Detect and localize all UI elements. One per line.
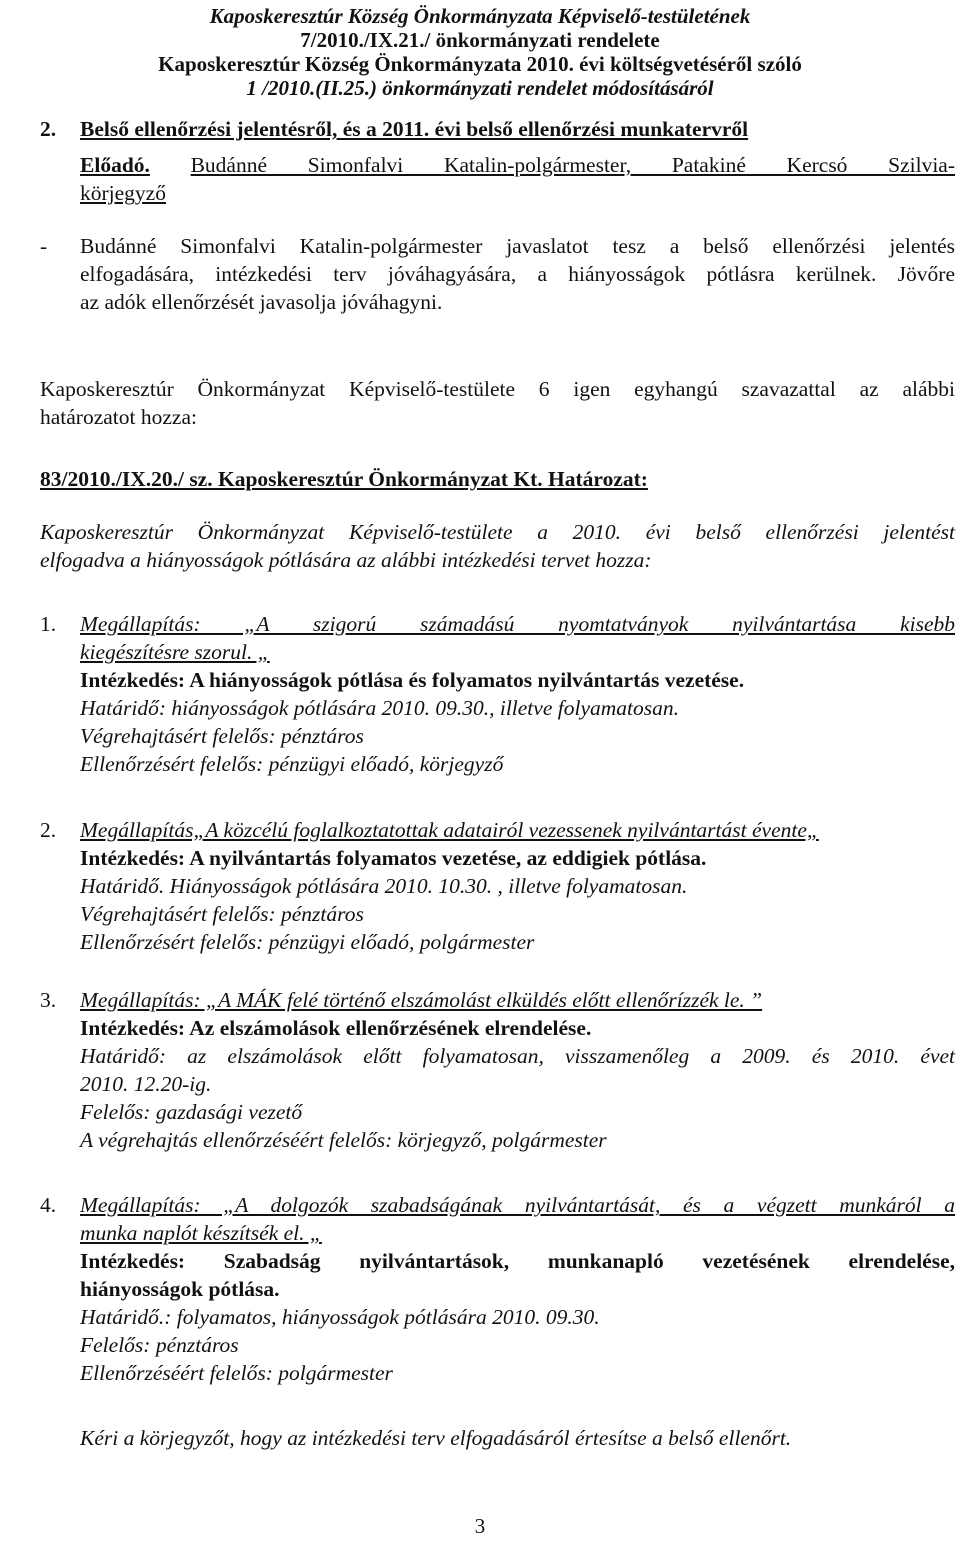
- measure-item-4: [40, 1191, 955, 1387]
- proposal-line-3: az adók ellenőrzését javasolja jóváhagyni.: [80, 290, 443, 314]
- item-responsible: Végrehajtásért felelős: pénztáros: [80, 902, 364, 926]
- proposal-paragraph: [40, 232, 955, 316]
- item-finding-cont: kiegészítésre szorul. „: [80, 640, 270, 664]
- presenter: [40, 151, 955, 207]
- measure-item-2: [40, 816, 955, 956]
- item-finding-cont: munka naplót készítsék el. „: [80, 1221, 322, 1245]
- item-number: 1.: [40, 612, 57, 636]
- header-line-3: Kaposkeresztúr Község Önkormányzata 2010. évi költségvetéséről szóló: [158, 52, 802, 76]
- item-action: Intézkedés: Az elszámolások ellenőrzésének elrendelése.: [80, 1016, 592, 1040]
- vote-line-1: Kaposkeresztúr Önkormányzat Képviselő-testülete 6 igen egyhangú szavazattal az alábbi: [40, 377, 955, 401]
- item-responsible: Felelős: pénztáros: [80, 1333, 239, 1357]
- item-action: Intézkedés: A hiányosságok pótlása és folyamatos nyilvántartás vezetése.: [80, 668, 745, 692]
- item-action: Intézkedés: A nyilvántartás folyamatos vezetése, az eddigiek pótlása.: [80, 846, 707, 870]
- item-number: 4.: [40, 1193, 57, 1217]
- header-line-4: 1 /2010.(II.25.) önkormányzati rendelet módosításáról: [246, 76, 714, 100]
- item-finding: Megállapítás„A közcélú foglalkoztatottak adatairól vezessenek nyilvántartást évente„: [80, 818, 819, 842]
- item-deadline-cont: 2010. 12.20-ig.: [80, 1072, 212, 1096]
- resolution-number: 83/2010./IX.20./ sz. Kaposkeresztúr Önkormányzat Kt. Határozat:: [40, 467, 648, 491]
- presenter-line-1: Budánné Simonfalvi Katalin-polgármester, Patakiné Kercsó Szilvia-: [190, 153, 955, 177]
- item-controller: Ellenőrzéséért felelős: polgármester: [80, 1361, 393, 1385]
- proposal-line-2: elfogadására, intézkedési terv jóváhagyására, a hiányosságok pótlásra kerülnek. Jövőre: [80, 262, 955, 286]
- item-controller: A végrehajtás ellenőrzéséért felelős: körjegyző, polgármester: [80, 1128, 607, 1152]
- proposal-line-1: Budánné Simonfalvi Katalin-polgármester javaslatot tesz a belső ellenőrzési jelentés: [80, 234, 955, 258]
- resolution-paragraph: [40, 518, 955, 574]
- measure-item-3: [40, 986, 955, 1154]
- item-responsible: Végrehajtásért felelős: pénztáros: [80, 724, 364, 748]
- item-action: Intézkedés: Szabadság nyilvántartások, munkanapló vezetésének elrendelése,: [80, 1249, 955, 1273]
- vote-line-2: határozatot hozza:: [40, 405, 197, 429]
- closing-text: Kéri a körjegyzőt, hogy az intézkedési terv elfogadásáról értesítse a belső ellenőrt.: [80, 1426, 792, 1450]
- item-number: 2.: [40, 818, 57, 842]
- item-finding: Megállapítás: „A szigorú számadású nyomtatványok nyilvántartása kisebb: [80, 612, 955, 636]
- section-number: 2.: [40, 117, 57, 141]
- document-header: [0, 4, 960, 100]
- section-title: [40, 115, 955, 143]
- item-controller: Ellenőrzésért felelős: pénzügyi előadó, polgármester: [80, 930, 535, 954]
- resolution-line-2: elfogadva a hiányosságok pótlására az alábbi intézkedési tervet hozza:: [40, 548, 652, 572]
- measure-item-1: [40, 610, 955, 778]
- header-line-1: Kaposkeresztúr Község Önkormányzata Képviselő-testületének: [209, 4, 751, 28]
- item-deadline: Határidő: az elszámolások előtt folyamatosan, visszamenőleg a 2009. és 2010. évet: [80, 1044, 955, 1068]
- presenter-line-2: körjegyző: [80, 181, 166, 205]
- proposal-dash: -: [40, 234, 48, 258]
- closing-paragraph: [40, 1424, 955, 1452]
- item-number: 3.: [40, 988, 57, 1012]
- item-controller: Ellenőrzésért felelős: pénzügyi előadó, körjegyző: [80, 752, 504, 776]
- page-number: 3: [474, 1514, 486, 1538]
- item-deadline: Határidő. Hiányosságok pótlására 2010. 10.30. , illetve folyamatosan.: [80, 874, 688, 898]
- item-action-cont: hiányosságok pótlása.: [80, 1277, 280, 1301]
- header-line-2: 7/2010./IX.21./ önkormányzati rendelete: [300, 28, 660, 52]
- item-finding: Megállapítás: „A MÁK felé történő elszámolást elküldés előtt ellenőrízzék le. ”: [80, 988, 763, 1012]
- section-title-text: Belső ellenőrzési jelentésről, és a 2011. évi belső ellenőrzési munkatervről: [80, 117, 749, 141]
- item-finding: Megállapítás: „A dolgozók szabadságának nyilvántartását, és a végzett munkáról a: [80, 1193, 955, 1217]
- item-deadline: Határidő.: folyamatos, hiányosságok pótlására 2010. 09.30.: [80, 1305, 600, 1329]
- item-deadline: Határidő: hiányosságok pótlására 2010. 09.30., illetve folyamatosan.: [80, 696, 679, 720]
- item-responsible: Felelős: gazdasági vezető: [80, 1100, 303, 1124]
- presenter-label: Előadó.: [80, 153, 150, 177]
- resolution-line-1: Kaposkeresztúr Önkormányzat Képviselő-testülete a 2010. évi belső ellenőrzési jelentést: [40, 520, 955, 544]
- vote-paragraph: [40, 375, 955, 431]
